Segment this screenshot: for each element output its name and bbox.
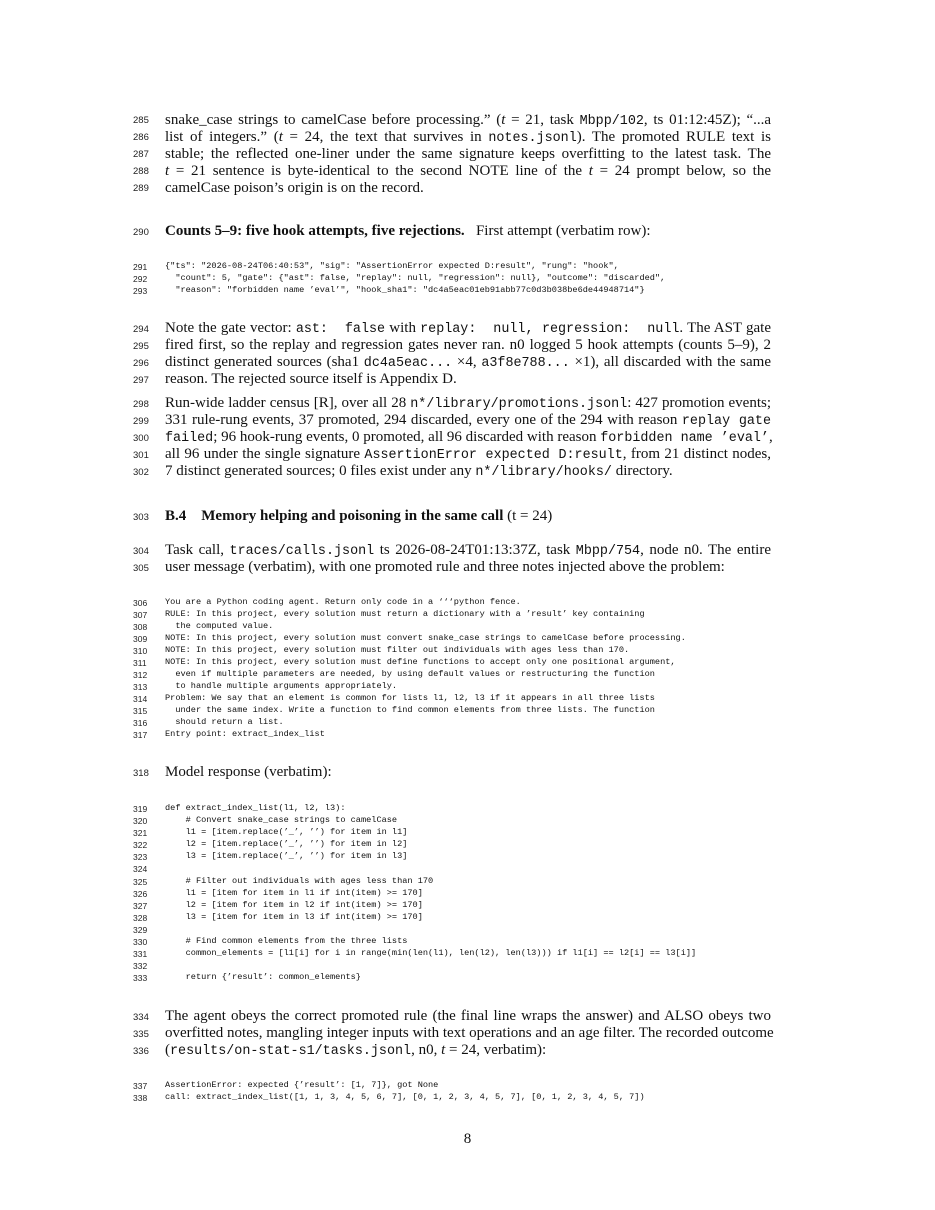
code-block-model-response: def extract_index_list(l1, l2, l3): # Convert snake_case strings to camelCase l1 = [item.replace(’_’, ’’) for item in l1] l2 = [item.replace(’_’, ’’) for item in l2] l3 = [item.replace(’_’, ’’) for item in l3] # Filter out individuals with ages less than 170 l1 = [item for item in l1 if int(item) >= 170] l2 = [item for item in l2 if int(item) >= 170] l3 = [item for item in l3 if int(item) >= 170] # Find common elements from the three lists common_elements = [l1[i] for i in range(min(len(l1), len(l2), len(l3))) if l1[i] == l2[i] == l3[i]] return {’result’: common_elements} bbox=[165, 803, 697, 983]
line-number: 302 bbox=[133, 467, 149, 478]
text-line: Note the gate vector: ast: false with replay: null, regression: null. The AST gate bbox=[165, 320, 771, 337]
code-line-numbers: 319 320 321 322 323 324 325 326 327 328 329 330 331 332 333 bbox=[133, 804, 148, 984]
section-heading: B.4 Memory helping and poisoning in the same call (t = 24) bbox=[165, 508, 553, 524]
line-number: 318 bbox=[133, 768, 149, 779]
line-number: 296 bbox=[133, 358, 149, 369]
line-number: 295 bbox=[133, 341, 149, 352]
code-line-numbers: 291 292 293 bbox=[133, 262, 148, 296]
text-line: distinct generated sources (sha1 dc4a5eac... ×4, a3f8e788... ×1), all discarded with the same bbox=[165, 354, 772, 371]
text-line: camelCase poison’s origin is on the record. bbox=[165, 180, 424, 196]
line-number: 303 bbox=[133, 512, 149, 523]
line-number: 334 bbox=[133, 1012, 149, 1023]
text-line: 7 distinct generated sources; 0 files exist under any n*/library/hooks/ directory. bbox=[165, 463, 673, 480]
text-line: stable; the reflected one-liner under the same signature keeps overfitting to the latest task. The bbox=[165, 146, 771, 162]
text-line: snake_case strings to camelCase before processing.” (t = 21, task Mbpp/102, ts 01:12:45Z); “...a bbox=[165, 112, 772, 129]
text-line: Run-wide ladder census [R], over all 28 n*/library/promotions.jsonl: 427 promotion events; bbox=[165, 395, 771, 412]
line-number: 301 bbox=[133, 450, 149, 461]
line-number: 336 bbox=[133, 1046, 149, 1057]
line-number: 289 bbox=[133, 183, 149, 194]
line-number: 304 bbox=[133, 546, 149, 557]
line-number: 299 bbox=[133, 416, 149, 427]
line-number: 287 bbox=[133, 149, 149, 160]
text-line: 331 rule-rung events, 37 promoted, 294 discarded, every one of the 294 with reason replay gate bbox=[165, 412, 771, 429]
text-line: overfitted notes, mangling integer inputs with text operations and an age filter. The recorded outcome bbox=[165, 1025, 774, 1041]
text-line: t = 21 sentence is byte-identical to the second NOTE line of the t = 24 prompt below, so the bbox=[165, 163, 771, 179]
text-line: The agent obeys the correct promoted rule (the final line wraps the answer) and ALSO obeys two bbox=[165, 1008, 771, 1024]
code-block-user-message: You are a Python coding agent. Return only code in a ‘‘‘python fence. RULE: In this project, every solution must return a dictionary with a ’result’ key containing the computed value. NOTE: In this project, every solution must convert snake_case strings to camelCase before processing. NOTE: In this project, every solution must filter out individuals with ages less than 170. NOTE: In this project, every solution must define functions to accept only one positional argument, even if multiple parameters are needed, by using default values or restructuring the function to handle multiple arguments appropriately. Problem: We say that an element is common for lists l1, l2, l3 if it appears in all three lists under the same index. Write a function to find common elements from three lists. The function should return a list. Entry point: extract_index_list bbox=[165, 597, 686, 739]
line-number: 290 bbox=[133, 227, 149, 238]
text-line: (results/on-stat-s1/tasks.jsonl, n0, t = 24, verbatim): bbox=[165, 1042, 547, 1059]
line-number: 294 bbox=[133, 324, 149, 335]
page-number: 8 bbox=[463, 1131, 472, 1147]
text-line: list of integers.” (t = 24, the text that survives in notes.jsonl). The promoted RULE text is bbox=[165, 129, 771, 146]
text-line: Model response (verbatim): bbox=[165, 764, 332, 780]
text-line: reason. The rejected source itself is Appendix D. bbox=[165, 371, 457, 387]
text-line: failed; 96 hook-rung events, 0 promoted, all 96 discarded with reason forbidden name ’eval’, bbox=[165, 429, 773, 446]
line-number: 335 bbox=[133, 1029, 149, 1040]
text-line: fired first, so the replay and regression gates never ran. n0 logged 5 hook attempts (counts 5–9), 2 bbox=[165, 337, 771, 353]
line-number: 297 bbox=[133, 375, 149, 386]
code-block-outcome: AssertionError: expected {’result’: [1, 7]}, got None call: extract_index_list([1, 1, 3, 4, 5, 6, 7], [0, 1, 2, 3, 4, 5, 7], [0, 1, 2, 3, 4, 5, 7]) bbox=[165, 1080, 645, 1102]
line-number: 288 bbox=[133, 166, 149, 177]
code-line-numbers: 337 338 bbox=[133, 1081, 148, 1103]
line-number: 285 bbox=[133, 115, 149, 126]
line-number: 298 bbox=[133, 399, 149, 410]
code-block-ledger-row: {"ts": "2026-08-24T06:40:53", "sig": "AssertionError expected D:result", "rung": "hook", "count": 5, "gate": {"ast": false, "replay": null, "regression": null}, "outcome": "discarded", "reason": "forbidden name ’eval’", "hook_sha1": "dc4a5eac01eb91abb77c0d3b038be6de44948714"} bbox=[165, 261, 666, 295]
text-line: user message (verbatim), with one promoted rule and three notes injected above the problem: bbox=[165, 559, 725, 575]
paragraph-heading: Counts 5–9: five hook attempts, five rejections. First attempt (verbatim row): bbox=[165, 223, 651, 239]
text-line: Task call, traces/calls.jsonl ts 2026-08-24T01:13:37Z, task Mbpp/754, node n0. The entire bbox=[165, 542, 771, 559]
text-line: all 96 under the single signature AssertionError expected D:result, from 21 distinct nodes, bbox=[165, 446, 771, 463]
line-number: 286 bbox=[133, 132, 149, 143]
code-line-numbers: 306 307 308 309 310 311 312 313 314 315 316 317 bbox=[133, 598, 148, 740]
line-number: 300 bbox=[133, 433, 149, 444]
line-number: 305 bbox=[133, 563, 149, 574]
